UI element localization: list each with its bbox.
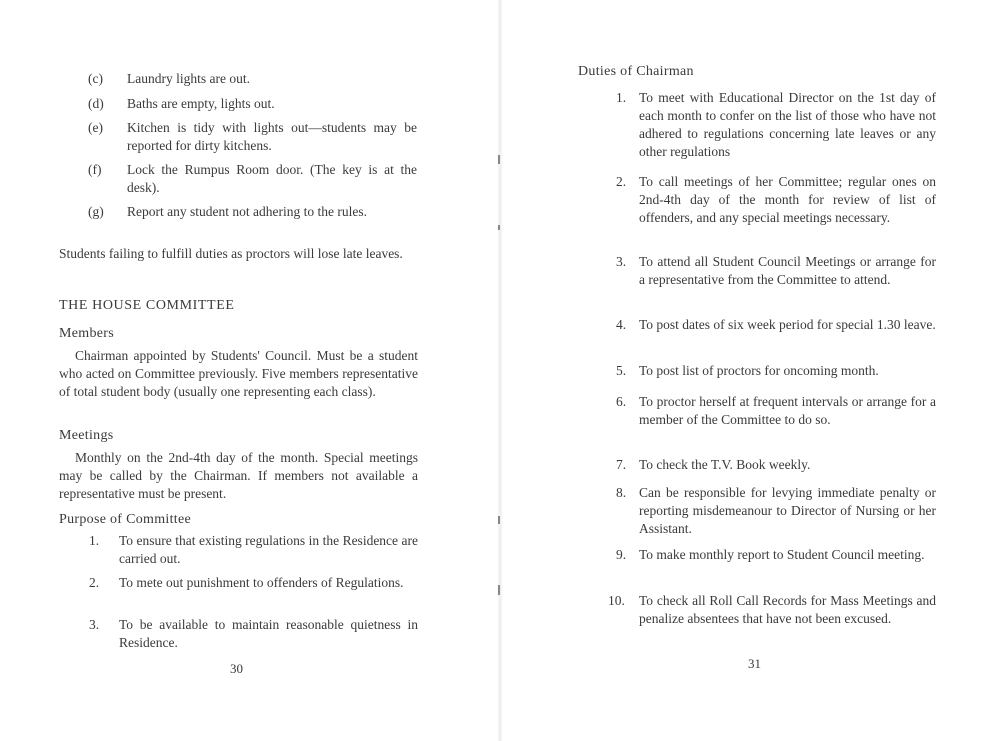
item-text: To post list of proctors for oncoming month.: [639, 363, 879, 378]
item-label: 4.: [616, 317, 627, 332]
item-text: To be available to maintain reasonable quietness in Residence.: [119, 617, 418, 650]
item-label: 1.: [89, 533, 100, 548]
item-label: 1.: [616, 90, 627, 105]
item-label: 10.: [608, 593, 625, 608]
members-text: Chairman appointed by Students' Council. Must be a student who acted on Committee previously. Five members representative of total student body (usually one representing each class).: [59, 348, 418, 399]
item-text: To post dates of six week period for special 1.30 leave.: [639, 317, 936, 332]
item-text: Lock the Rumpus Room door. (The key is at the desk).: [127, 162, 417, 195]
item-text: To ensure that existing regulations in the Residence are carried out.: [119, 533, 418, 566]
item-text: To attend all Student Council Meetings or arrange for a representative from the Committee to attend.: [639, 254, 936, 287]
item-label: 2.: [89, 575, 100, 590]
item-text: Laundry lights are out.: [127, 71, 250, 86]
item-label: (d): [88, 96, 104, 111]
item-text: Report any student not adhering to the rules.: [127, 204, 367, 219]
item-text: To meet with Educational Director on the 1st day of each month to confer on the list of those who have not adhered to regulations concerning late leaves or any other regulations: [639, 90, 936, 159]
members-heading: Members: [59, 326, 114, 341]
left-page: [0, 0, 498, 741]
item-label: (g): [88, 204, 104, 219]
item-label: 2.: [616, 174, 627, 189]
item-text: Can be responsible for levying immediate penalty or reporting misdemeanour to Director of Nursing or her Assistant.: [639, 485, 936, 536]
item-label: 6.: [616, 394, 627, 409]
meetings-heading: Meetings: [59, 428, 114, 443]
item-text: Kitchen is tidy with lights out—students may be reported for dirty kitchens.: [127, 120, 417, 153]
gutter-mark: [498, 155, 500, 164]
item-label: 3.: [89, 617, 100, 632]
gutter-mark: [498, 585, 500, 595]
failing-note: Students failing to fulfill duties as proctors will lose late leaves.: [59, 246, 403, 261]
item-text: To call meetings of her Committee; regular ones on 2nd-4th day of the month for review of list of offenders, and any special meetings necessary.: [639, 174, 936, 225]
item-label: (f): [88, 162, 102, 177]
section-title: THE HOUSE COMMITTEE: [59, 298, 235, 313]
duties-heading: Duties of Chairman: [578, 64, 694, 79]
item-label: (e): [88, 120, 103, 135]
item-label: 5.: [616, 363, 627, 378]
meetings-text: Monthly on the 2nd-4th day of the month. Special meetings may be called by the Chairman. If members not available a representative must be present.: [59, 450, 418, 501]
item-label: 8.: [616, 485, 627, 500]
purpose-heading: Purpose of Committee: [59, 512, 191, 527]
item-label: 7.: [616, 457, 627, 472]
item-text: To make monthly report to Student Council meeting.: [639, 547, 925, 562]
gutter-mark: [498, 516, 500, 524]
gutter-mark: [498, 225, 500, 230]
item-text: To check the T.V. Book weekly.: [639, 457, 811, 472]
page-number-left: 30: [230, 661, 243, 676]
item-label: (c): [88, 71, 103, 86]
page-number-right: 31: [748, 656, 761, 671]
right-page: [502, 0, 1000, 741]
item-text: Baths are empty, lights out.: [127, 96, 275, 111]
item-text: To proctor herself at frequent intervals or arrange for a member of the Committee to do so.: [639, 394, 936, 427]
item-text: To mete out punishment to offenders of Regulations.: [119, 575, 404, 590]
item-label: 3.: [616, 254, 627, 269]
item-label: 9.: [616, 547, 627, 562]
item-text: To check all Roll Call Records for Mass Meetings and penalize absentees that have not been excused.: [639, 593, 936, 626]
